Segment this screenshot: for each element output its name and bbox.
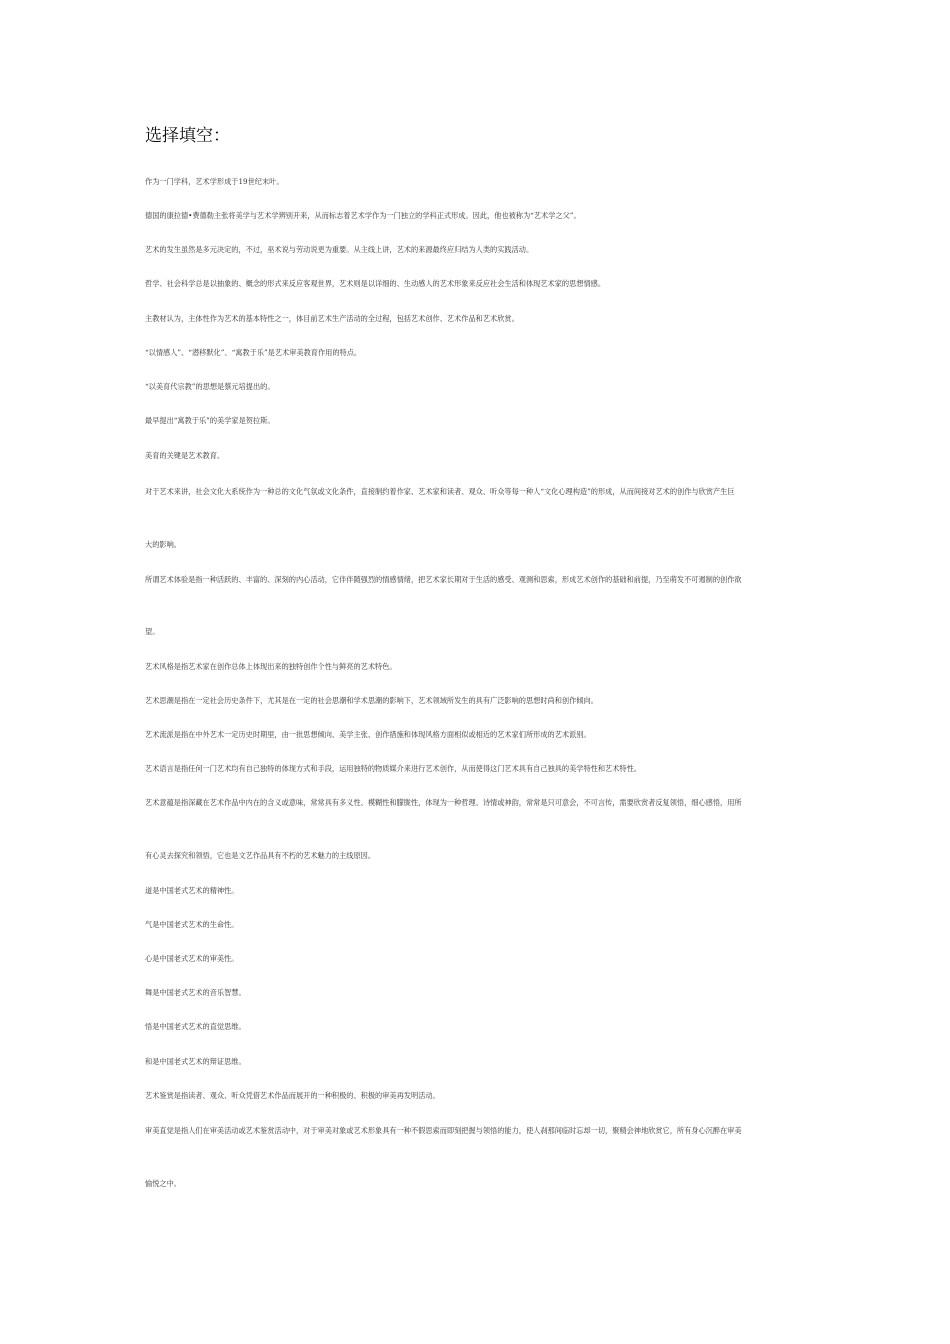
paragraph-line: 美育的关键是艺术教育。 xyxy=(145,451,225,460)
paragraph-line: 悟是中国老式艺术的直觉思维。 xyxy=(145,1022,246,1031)
paragraph-line: 气是中国老式艺术的生命性。 xyxy=(145,920,239,929)
paragraph-line: “以情感人”、“潜移默化”、“寓教于乐”是艺术审美教育作用的特点。 xyxy=(145,348,362,357)
paragraph-line: 艺术流派是指在中外艺术一定历史时期里，由一批思想倾向、美学主张、创作措施和体现风格方面相似或相近的艺术家们所形成的艺术派别。 xyxy=(145,730,591,739)
paragraph-line: 有心灵去探究和领悟，它也是文艺作品具有不朽的艺术魅力的主线原因。 xyxy=(145,851,376,860)
paragraph-line: 哲学、社会科学总是以抽象的、概念的形式来反应客观世界，艺术则是以详细的、生动感人的艺术形象来反应社会生活和体现艺术家的思想情感。 xyxy=(145,279,606,288)
paragraph-line: 艺术语言是指任何一门艺术均有自己独特的体现方式和手段，运用独特的物质媒介来进行艺术创作，从而使得这门艺术具有自己独具的美学特性和艺术特性。 xyxy=(145,764,641,773)
paragraph-line: 对于艺术来讲，社会文化大系统作为一种总的文化气氛或文化条件，直接制约着作家、艺术家和读者、观众、听众等每一种人“文化心理构造”的形成，从而间接对艺术的创作与欣赏产生巨 xyxy=(145,487,735,496)
paragraph-line: 和是中国老式艺术的辩证思维。 xyxy=(145,1057,246,1066)
paragraph-line: 心是中国老式艺术的审美性。 xyxy=(145,954,239,963)
paragraph-line: 最早提出“寓教于乐”的美学家是贺拉斯。 xyxy=(145,416,275,425)
paragraph-line: 愉悦之中。 xyxy=(145,1179,181,1188)
paragraph-line: 舞是中国老式艺术的音乐智慧。 xyxy=(145,988,246,997)
paragraph-line: 作为一门学科，艺术学形成于19世纪末叶。 xyxy=(145,177,284,186)
section-title: 选择填空： xyxy=(145,126,230,146)
paragraph-line: 艺术意蕴是指深藏在艺术作品中内在的含义或意味，常常具有多义性、模糊性和朦胧性，体现为一种哲理、诗情或神韵，常常是只可意会，不可言传，需要欣赏者反复领悟，细心感悟，用所 xyxy=(145,798,742,807)
paragraph-line: 艺术的发生虽然是多元决定的，不过，巫术说与劳动说更为重要。从主线上讲，艺术的来源最终应归结为人类的实践活动。 xyxy=(145,245,534,254)
paragraph-line: 主教材认为，主体性作为艺术的基本特性之一，体目前艺术生产活动的全过程，包括艺术创作、艺术作品和艺术欣赏。 xyxy=(145,314,519,323)
paragraph-line: 望。 xyxy=(145,627,160,636)
paragraph-line: 审美直觉是指人们在审美活动或艺术鉴赏活动中，对于审美对象或艺术形象具有一种不假思索而即刻把握与领悟的能力，使人刹那间临时忘却一切，聚精会神地欣赏它，所有身心沉醉在审美 xyxy=(145,1126,742,1135)
paragraph-line: 所谓艺术体验是指一种活跃的、丰富的、深刻的内心活动，它伴伴随强烈的情感情绪，把艺术家长期对于生活的感受、观测和思索，形成艺术创作的基础和前提，乃至萌发不可遏制的创作欲 xyxy=(145,575,742,584)
paragraph-line: 艺术鉴赏是指读者、观众、听众凭借艺术作品而展开的一种积极的、积极的审美再发明活动。 xyxy=(145,1091,440,1100)
paragraph-line: 艺术风格是指艺术家在创作总体上体现出来的独特创作个性与鲜亮的艺术特色。 xyxy=(145,662,397,671)
paragraph-line: “以美育代宗教”的思想是蔡元培提出的。 xyxy=(145,382,275,391)
paragraph-line: 艺术思潮是指在一定社会历史条件下，尤其是在一定的社会思潮和学术思潮的影响下，艺术领域所发生的具有广泛影响的思想时尚和创作倾向。 xyxy=(145,696,598,705)
paragraph-line: 大的影响。 xyxy=(145,540,181,549)
paragraph-line: 道是中国老式艺术的精神性。 xyxy=(145,886,239,895)
paragraph-line: 德国的康拉德•费德勒主张将美学与艺术学辨别开来，从而标志着艺术学作为一门独立的学科正式形成。因此，他也被称为“艺术学之父”。 xyxy=(145,211,581,220)
